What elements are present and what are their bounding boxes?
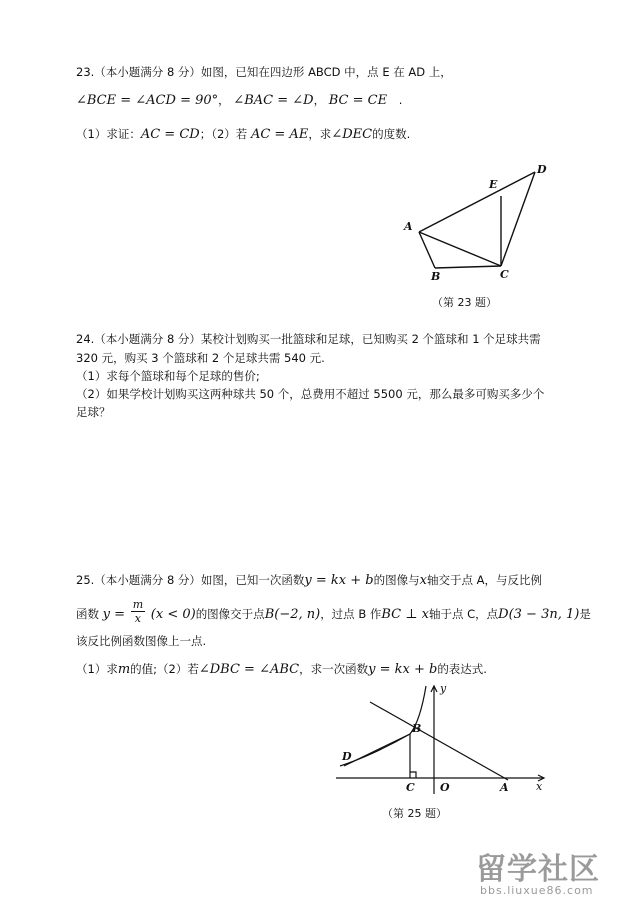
q25-label-x: x — [536, 780, 543, 793]
q23-label-c: C — [500, 268, 509, 281]
q25-line2 — [76, 598, 591, 634]
q24-line3: （1）求每个篮球和每个足球的售价; — [76, 369, 260, 383]
q25-label-b: B — [412, 722, 422, 735]
q23-parts — [76, 126, 410, 142]
q23-p1-prefix: （1）求证： — [76, 127, 141, 141]
q25-label-d: D — [342, 750, 352, 763]
watermark-url: bbs.liuxue86.com — [480, 884, 594, 897]
q23-cond-bc-ce: BC = CE — [328, 93, 388, 108]
q23-cond-bac-d: ∠BAC = ∠D — [233, 93, 314, 108]
watermark-logo: 留学社区 — [476, 852, 600, 887]
q25-label-o: O — [440, 781, 450, 794]
q23-caption: （第 23 题） — [432, 296, 497, 309]
q25-inverse-func-lhs: y = — [102, 607, 126, 622]
q25-caption: （第 25 题） — [382, 807, 447, 820]
q23-p2-prefix: ；（2）若 — [199, 127, 248, 141]
q23-seg-ad — [419, 172, 535, 232]
q23-cond-bce-acd: ∠BCE = ∠ACD = 90° — [76, 93, 219, 108]
q25-point-b: B(−2, n) — [264, 607, 321, 622]
q24-line5: 足球？ — [76, 405, 111, 419]
q25-text: 是 — [579, 607, 591, 621]
q25-linear-func: y = kx + b — [304, 573, 374, 588]
q25-text: （1）求 — [76, 662, 118, 676]
q23-seg-bc — [435, 266, 501, 268]
q23-conditions — [76, 92, 402, 108]
q23-label-e: E — [489, 178, 498, 191]
q25-text: 的表达式. — [437, 662, 487, 676]
q25-label-c: C — [406, 781, 415, 794]
q25-text: 的值;（2）若 — [130, 662, 199, 676]
q25-text: 的图像与 — [373, 573, 420, 587]
q25-frac-den: x — [134, 612, 142, 625]
q25-seg-bd — [344, 734, 410, 766]
q23-label-b: B — [431, 270, 441, 283]
q25-linear-func: y = kx + b — [368, 662, 438, 677]
q23-end: . — [398, 93, 403, 107]
q25-perp: BC ⊥ x — [381, 607, 429, 622]
q25-label-y: y — [440, 682, 447, 695]
q23-label-d: D — [537, 163, 547, 176]
q25-text: ，求一次函数 — [299, 662, 369, 676]
q23-p2-expr: AC = AE — [250, 127, 309, 142]
q25-angle-cond: ∠DBC = ∠ABC — [198, 662, 300, 677]
q25-text: 25.（本小题满分 8 分）如图，已知一次函数 — [76, 573, 305, 587]
q24-line2: 320 元，购买 3 个篮球和 2 个足球共需 540 元. — [76, 351, 325, 365]
q25-text: ，过点 B 作 — [320, 607, 382, 621]
q25-text: 函数 — [76, 607, 99, 621]
q23-p2-angle: ∠DEC — [331, 127, 373, 142]
q25-figure — [330, 680, 560, 800]
q24-line4: （2）如果学校计划购买这两种球共 50 个，总费用不超过 5500 元，那么最多可购买多少个 — [76, 387, 545, 401]
q25-line4 — [76, 661, 487, 677]
q23-label-a: A — [404, 220, 413, 233]
q25-text: 轴于点 C，点 — [428, 607, 499, 621]
q23-sep: ， — [218, 93, 230, 107]
q25-x: x — [419, 573, 427, 588]
q25-line-ab — [370, 702, 508, 780]
q25-text: 的图像交于点 — [195, 607, 265, 621]
q23-p2-suffix: 的度数. — [372, 127, 411, 141]
q23-figure — [395, 158, 565, 283]
q23-seg-cd — [501, 172, 535, 266]
q23-line1: 23.（本小题满分 8 分）如图，已知在四边形 ABCD 中，点 E 在 AD 上， — [76, 65, 452, 79]
q23-sep: ， — [313, 93, 326, 107]
q25-frac-num: m — [132, 598, 144, 611]
q25-line1 — [76, 572, 542, 588]
q25-domain: (x < 0) — [150, 607, 196, 622]
q25-label-a: A — [500, 781, 509, 794]
q25-line3: 该反比例函数图像上一点. — [76, 634, 207, 648]
q24-line1: 24.（本小题满分 8 分）某校计划购买一批篮球和足球，已知购买 2 个篮球和 1 个足球共需 — [76, 332, 541, 346]
q25-right-angle — [410, 772, 416, 778]
q25-point-d: D(3 − 3n, 1) — [498, 607, 580, 622]
q23-p2-mid: ，求 — [308, 127, 332, 141]
q23-p1-expr: AC = CD — [140, 127, 200, 142]
q25-text: 轴交于点 A，与反比例 — [426, 573, 542, 587]
q25-fraction — [131, 598, 145, 625]
q25-m: m — [117, 662, 131, 677]
